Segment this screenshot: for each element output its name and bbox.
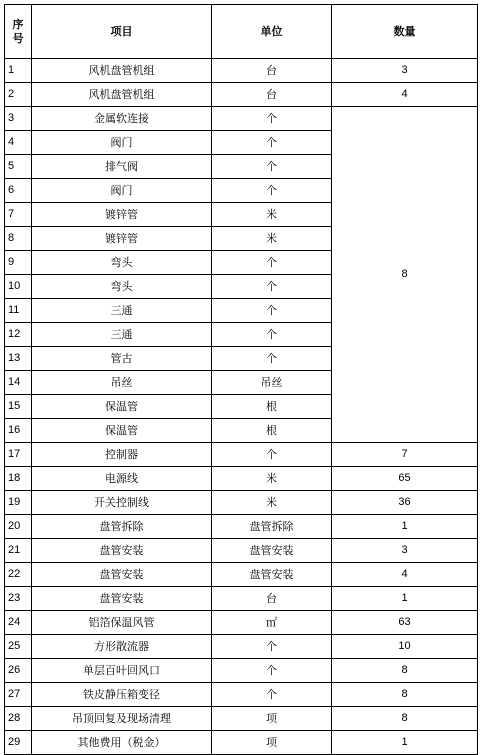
unit-cell: 个: [212, 155, 332, 179]
item-cell: 盘管安装: [32, 563, 212, 587]
row-number: 24: [5, 611, 32, 635]
unit-cell: 米: [212, 491, 332, 515]
item-cell: 管古: [32, 347, 212, 371]
row-number: 11: [5, 299, 32, 323]
item-cell: 排气阀: [32, 155, 212, 179]
table-row: [5, 635, 478, 659]
quantity-cell: 3: [332, 59, 478, 83]
quantity-cell: 4: [332, 83, 478, 107]
table-row: [5, 707, 478, 731]
item-cell: 保温管: [32, 395, 212, 419]
item-cell: 开关控制线: [32, 491, 212, 515]
quantity-cell: 4: [332, 563, 478, 587]
unit-cell: 台: [212, 59, 332, 83]
item-cell: 风机盘管机组: [32, 83, 212, 107]
item-cell: 盘管安装: [32, 539, 212, 563]
row-number: 6: [5, 179, 32, 203]
quantity-cell: 3: [332, 539, 478, 563]
header-qty: 数量: [332, 5, 478, 59]
unit-cell: 根: [212, 395, 332, 419]
unit-cell: 个: [212, 131, 332, 155]
row-number: 7: [5, 203, 32, 227]
header-no: 序号: [5, 5, 32, 59]
row-number: 12: [5, 323, 32, 347]
table-row: [5, 587, 478, 611]
quantity-cell: 8: [332, 107, 478, 443]
row-number: 29: [5, 731, 32, 755]
unit-cell: 盘管拆除: [212, 515, 332, 539]
item-cell: 弯头: [32, 275, 212, 299]
unit-cell: 项: [212, 707, 332, 731]
item-cell: 方形散流器: [32, 635, 212, 659]
unit-cell: 个: [212, 659, 332, 683]
item-cell: 弯头: [32, 251, 212, 275]
row-number: 26: [5, 659, 32, 683]
table-row: [5, 731, 478, 755]
row-number: 19: [5, 491, 32, 515]
unit-cell: 个: [212, 683, 332, 707]
quantity-cell: 1: [332, 731, 478, 755]
row-number: 5: [5, 155, 32, 179]
table-row: [5, 539, 478, 563]
quantity-cell: 7: [332, 443, 478, 467]
row-number: 25: [5, 635, 32, 659]
item-cell: 阀门: [32, 131, 212, 155]
header-row: [5, 5, 478, 59]
row-number: 1: [5, 59, 32, 83]
unit-cell: 个: [212, 251, 332, 275]
quantity-cell: 8: [332, 707, 478, 731]
item-cell: 铁皮静压箱变径: [32, 683, 212, 707]
unit-cell: 盘管安装: [212, 563, 332, 587]
item-cell: 阀门: [32, 179, 212, 203]
row-number: 27: [5, 683, 32, 707]
row-number: 2: [5, 83, 32, 107]
unit-cell: 个: [212, 347, 332, 371]
unit-cell: 个: [212, 299, 332, 323]
row-number: 9: [5, 251, 32, 275]
table-row: [5, 611, 478, 635]
item-cell: 镀锌管: [32, 203, 212, 227]
quantity-cell: 65: [332, 467, 478, 491]
item-cell: 控制器: [32, 443, 212, 467]
unit-cell: 米: [212, 203, 332, 227]
table-row: [5, 443, 478, 467]
row-number: 22: [5, 563, 32, 587]
item-cell: 盘管拆除: [32, 515, 212, 539]
quantity-cell: 1: [332, 587, 478, 611]
quantity-cell: 36: [332, 491, 478, 515]
quantity-cell: 8: [332, 659, 478, 683]
item-cell: 单层百叶回风口: [32, 659, 212, 683]
quantity-cell: 63: [332, 611, 478, 635]
unit-cell: 盘管安装: [212, 539, 332, 563]
item-cell: 吊丝: [32, 371, 212, 395]
unit-cell: 个: [212, 107, 332, 131]
header-unit: 单位: [212, 5, 332, 59]
item-cell: 吊顶回复及现场清理: [32, 707, 212, 731]
row-number: 3: [5, 107, 32, 131]
unit-cell: 根: [212, 419, 332, 443]
table-row: [5, 107, 478, 131]
item-cell: 三通: [32, 323, 212, 347]
row-number: 16: [5, 419, 32, 443]
unit-cell: 台: [212, 587, 332, 611]
header-item: 项目: [32, 5, 212, 59]
item-cell: 其他费用（税金）: [32, 731, 212, 755]
unit-cell: 个: [212, 323, 332, 347]
row-number: 14: [5, 371, 32, 395]
table-row: [5, 467, 478, 491]
row-number: 18: [5, 467, 32, 491]
table-row: [5, 491, 478, 515]
table-body: [5, 59, 478, 755]
item-cell: 金属软连接: [32, 107, 212, 131]
row-number: 23: [5, 587, 32, 611]
item-cell: 盘管安装: [32, 587, 212, 611]
row-number: 13: [5, 347, 32, 371]
table-row: [5, 83, 478, 107]
quantity-cell: 1: [332, 515, 478, 539]
quantity-cell: 10: [332, 635, 478, 659]
unit-cell: 个: [212, 179, 332, 203]
table-row: [5, 683, 478, 707]
table-row: [5, 563, 478, 587]
row-number: 17: [5, 443, 32, 467]
quantity-cell: 8: [332, 683, 478, 707]
unit-cell: 台: [212, 83, 332, 107]
item-cell: 铝箔保温风管: [32, 611, 212, 635]
row-number: 8: [5, 227, 32, 251]
item-cell: 电源线: [32, 467, 212, 491]
row-number: 10: [5, 275, 32, 299]
table-row: [5, 59, 478, 83]
unit-cell: 米: [212, 467, 332, 491]
unit-cell: 米: [212, 227, 332, 251]
row-number: 20: [5, 515, 32, 539]
unit-cell: 个: [212, 275, 332, 299]
row-number: 4: [5, 131, 32, 155]
row-number: 28: [5, 707, 32, 731]
row-number: 15: [5, 395, 32, 419]
unit-cell: 个: [212, 443, 332, 467]
item-cell: 保温管: [32, 419, 212, 443]
table-row: [5, 659, 478, 683]
unit-cell: 吊丝: [212, 371, 332, 395]
item-cell: 镀锌管: [32, 227, 212, 251]
row-number: 21: [5, 539, 32, 563]
item-cell: 三通: [32, 299, 212, 323]
table-row: [5, 515, 478, 539]
item-cell: 风机盘管机组: [32, 59, 212, 83]
quantity-table: [4, 4, 478, 755]
unit-cell: ㎡: [212, 611, 332, 635]
unit-cell: 个: [212, 635, 332, 659]
unit-cell: 项: [212, 731, 332, 755]
